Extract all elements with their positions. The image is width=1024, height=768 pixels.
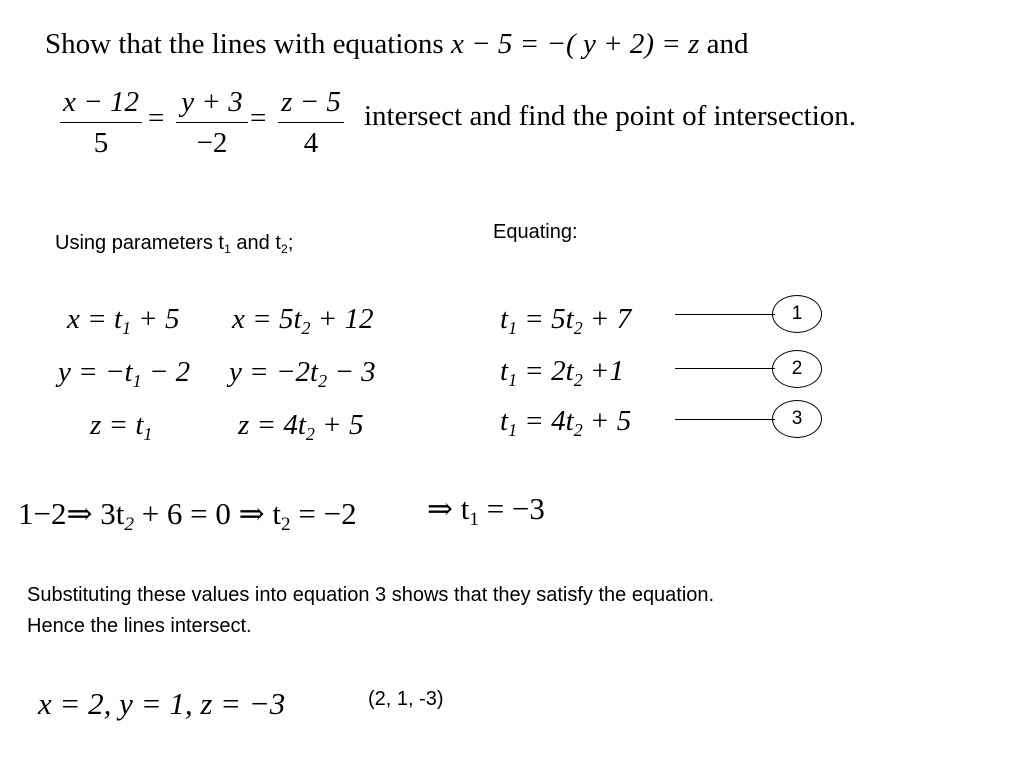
- fraction-z-numerator: z − 5: [281, 86, 341, 118]
- connector-line-1: [675, 314, 775, 315]
- solve-step-c: = −2: [290, 496, 357, 531]
- equating-label: Equating:: [493, 221, 578, 243]
- problem-line-1: [45, 28, 749, 61]
- equation-number-badge-3: 3: [772, 400, 822, 438]
- param-eq-z-line1: [90, 409, 152, 442]
- equating-rhs: +1: [582, 355, 624, 387]
- param-eq-rhs: − 2: [141, 356, 191, 388]
- param-eq-lhs: y = −2t: [229, 356, 319, 388]
- param-eq-rhs: + 5: [314, 409, 364, 441]
- param-eq-x-line2: [232, 303, 374, 336]
- equating-rhs-sub: 2: [573, 317, 583, 338]
- param-eq-lhs: x = 5t: [232, 303, 302, 335]
- fraction-x-denominator: 5: [93, 127, 109, 159]
- fraction-x-numerator: x − 12: [63, 86, 139, 118]
- parameters-label-sub2: 2: [280, 241, 288, 256]
- equating-lhs-sub: 1: [508, 317, 518, 338]
- problem-intro: Show that the lines with equations: [45, 28, 444, 60]
- answer-point: (2, 1, -3): [368, 688, 444, 710]
- param-eq-lhs: z = 4t: [238, 409, 306, 441]
- fraction-z: [276, 82, 346, 163]
- solve-t1-sub: 1: [469, 509, 479, 531]
- solve-step-a-sub: 2: [124, 514, 134, 536]
- equating-lhs: t: [500, 355, 509, 387]
- fraction-y-numerator: y + 3: [181, 86, 243, 118]
- param-eq-z-line2: [238, 409, 363, 442]
- param-eq-lhs: z = t: [90, 409, 144, 441]
- solve-step-b-sub: 2: [281, 514, 291, 536]
- param-eq-y-line1: [58, 356, 190, 389]
- param-eq-rhs: − 3: [327, 356, 376, 388]
- solve-step-a: 1−2⇒ 3t: [18, 496, 125, 531]
- equating-lhs: t: [500, 303, 509, 335]
- solve-t1-post: = −3: [478, 491, 545, 526]
- problem-task: intersect and find the point of intersection.: [364, 100, 857, 132]
- equating-mid: = 4t: [517, 405, 574, 437]
- param-eq-sub: 2: [301, 317, 311, 338]
- param-eq-y-line2: [229, 356, 376, 389]
- param-eq-sub: 2: [305, 423, 315, 444]
- param-eq-sub: 1: [143, 423, 153, 444]
- equation-number-badge-2: 2: [772, 350, 822, 388]
- solve-t1: [427, 491, 545, 531]
- solve-t1-pre: ⇒ t: [427, 491, 470, 526]
- connector-line-3: [675, 419, 775, 420]
- equating-mid: = 2t: [517, 355, 574, 387]
- conclusion-line-1: Substituting these values into equation 3 shows that they satisfy the equation.: [27, 584, 715, 606]
- conclusion-line-2: Hence the lines intersect.: [27, 615, 252, 637]
- equating-lhs: t: [500, 405, 509, 437]
- equating-lhs-sub: 1: [508, 369, 518, 390]
- connector-line-2: [675, 368, 775, 369]
- param-eq-rhs: + 12: [310, 303, 374, 335]
- line1-equation: x − 5 = −( y + 2) = z: [450, 28, 700, 60]
- equating-rhs-sub: 2: [573, 369, 583, 390]
- parameters-label-semicolon: ;: [287, 232, 294, 254]
- equating-rhs: + 7: [582, 303, 632, 335]
- equation-number-badge-1: 1: [772, 295, 822, 333]
- conclusion-text: [27, 580, 714, 642]
- answer-values: x = 2, y = 1, z = −3: [38, 686, 286, 721]
- param-eq-sub: 1: [132, 370, 142, 391]
- fraction-y: [174, 82, 250, 163]
- parameters-label: [55, 232, 293, 255]
- equating-mid: = 5t: [517, 303, 574, 335]
- equals-sign-2: =: [250, 102, 267, 134]
- parameters-label-sub1: 1: [223, 241, 231, 256]
- param-eq-lhs: y = −t: [58, 356, 133, 388]
- param-eq-x-line1: [67, 303, 180, 336]
- equating-rhs: + 5: [582, 405, 632, 437]
- fraction-x: [58, 82, 144, 163]
- equating-row-2: [500, 355, 624, 388]
- fraction-y-denominator: −2: [196, 127, 228, 159]
- equating-lhs-sub: 1: [508, 419, 518, 440]
- parameters-label-text: Using parameters t: [55, 232, 224, 254]
- param-eq-lhs: x = t: [67, 303, 122, 335]
- solve-step-b: + 6 = 0 ⇒ t: [133, 496, 281, 531]
- and-word: and: [706, 28, 749, 60]
- parameters-label-and: and t: [230, 232, 281, 254]
- param-eq-sub: 1: [122, 317, 131, 338]
- param-eq-sub: 2: [318, 370, 328, 391]
- equating-row-3: [500, 405, 631, 438]
- param-eq-rhs: + 5: [130, 303, 180, 335]
- equating-row-1: [500, 303, 631, 336]
- solve-step: [18, 496, 357, 536]
- equating-rhs-sub: 2: [573, 419, 583, 440]
- equals-sign-1: =: [148, 102, 165, 134]
- fraction-z-denominator: 4: [303, 127, 319, 159]
